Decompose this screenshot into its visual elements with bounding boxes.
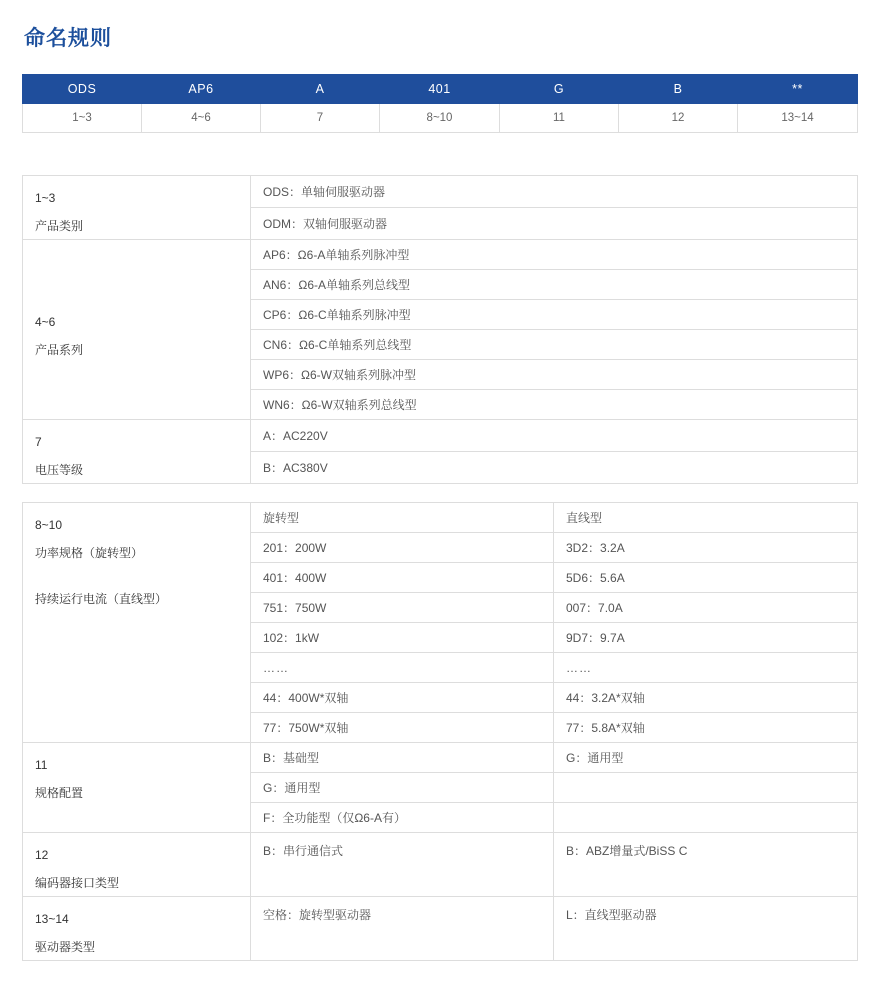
- spec-value-cell: 77：750W*双轴: [251, 713, 554, 743]
- code-position-cell: 8~10: [380, 104, 500, 133]
- spec-label-cell: [23, 176, 251, 240]
- code-header-cell: ODS: [23, 75, 142, 104]
- spec-value-cell: B：基础型: [251, 743, 554, 773]
- spec-value-cell: ODS：单轴伺服驱动器: [251, 176, 858, 208]
- code-position-cell: 11: [500, 104, 619, 133]
- spec-value-cell: B：串行通信式: [251, 833, 554, 897]
- spec-value-cell: F：全功能型（仅Ω6-A有）: [251, 803, 554, 833]
- spec-value-cell: AN6：Ω6-A单轴系列总线型: [251, 270, 858, 300]
- spec-value-cell: [554, 803, 858, 833]
- spec-name: 产品系列: [35, 343, 84, 357]
- spec-code: 8~10: [35, 518, 63, 532]
- code-header-cell: G: [500, 75, 619, 104]
- spec-value-cell: ……: [251, 653, 554, 683]
- spec-table-upper: [22, 175, 858, 484]
- spacer: [35, 566, 238, 586]
- spec-label-cell: [23, 743, 251, 833]
- spec-value-cell: 5D6：5.6A: [554, 563, 858, 593]
- spec-value-cell: 44：3.2A*双轴: [554, 683, 858, 713]
- code-structure-table: [22, 74, 858, 133]
- table-row: [23, 897, 858, 961]
- spec-value-cell: B：AC380V: [251, 452, 858, 484]
- spec-label-cell: [23, 503, 251, 743]
- spec-name: 产品类别: [35, 219, 84, 233]
- page-title: 命名规则: [24, 27, 112, 50]
- spec-code: 1~3: [35, 191, 56, 205]
- spec-name-secondary: 持续运行电流（直线型）: [35, 592, 168, 606]
- spec-value-cell: 201：200W: [251, 533, 554, 563]
- code-header-cell: **: [738, 75, 858, 104]
- spec-label-cell: [23, 420, 251, 484]
- code-header-cell: A: [261, 75, 380, 104]
- spec-value-cell: 直线型: [554, 503, 858, 533]
- spec-value-cell: L：直线型驱动器: [554, 897, 858, 961]
- spec-value-cell: A：AC220V: [251, 420, 858, 452]
- code-header-cell: B: [619, 75, 738, 104]
- spec-code: 12: [35, 848, 49, 862]
- spec-label-cell: [23, 240, 251, 420]
- spec-value-cell: [554, 773, 858, 803]
- spec-value-cell: 401：400W: [251, 563, 554, 593]
- spec-code: 11: [35, 758, 48, 772]
- table-row: [23, 240, 858, 270]
- spec-value-cell: CN6：Ω6-C单轴系列总线型: [251, 330, 858, 360]
- spec-name: 驱动器类型: [35, 940, 96, 954]
- code-header-cell: 401: [380, 75, 500, 104]
- spec-code: 4~6: [35, 315, 56, 329]
- spec-value-cell: ……: [554, 653, 858, 683]
- spec-value-cell: WN6：Ω6-W双轴系列总线型: [251, 390, 858, 420]
- spec-name: 规格配置: [35, 786, 84, 800]
- spec-value-cell: 007：7.0A: [554, 593, 858, 623]
- spec-value-cell: G：通用型: [251, 773, 554, 803]
- table-row: [23, 420, 858, 452]
- code-position-cell: 13~14: [738, 104, 858, 133]
- code-position-cell: 1~3: [23, 104, 142, 133]
- code-position-cell: 7: [261, 104, 380, 133]
- spec-value-cell: 751：750W: [251, 593, 554, 623]
- spec-value-cell: ODM：双轴伺服驱动器: [251, 208, 858, 240]
- table-row: [23, 743, 858, 773]
- spec-code: 13~14: [35, 912, 69, 926]
- code-header-cell: AP6: [142, 75, 261, 104]
- table-row: [23, 176, 858, 208]
- spec-value-cell: 44：400W*双轴: [251, 683, 554, 713]
- code-position-cell: 12: [619, 104, 738, 133]
- spec-value-cell: 9D7：9.7A: [554, 623, 858, 653]
- spec-value-cell: WP6：Ω6-W双轴系列脉冲型: [251, 360, 858, 390]
- spec-label-cell: [23, 897, 251, 961]
- spec-value-cell: 空格：旋转型驱动器: [251, 897, 554, 961]
- spec-value-cell: G：通用型: [554, 743, 858, 773]
- code-table-position-row: [23, 104, 858, 133]
- spec-value-cell: 102：1kW: [251, 623, 554, 653]
- table-row: [23, 833, 858, 897]
- code-position-cell: 4~6: [142, 104, 261, 133]
- spec-name: 编码器接口类型: [35, 876, 120, 890]
- spec-name: 电压等级: [35, 463, 84, 477]
- spec-table-lower: [22, 502, 858, 961]
- code-table-header-row: [23, 75, 858, 104]
- spec-value-cell: AP6：Ω6-A单轴系列脉冲型: [251, 240, 858, 270]
- spec-value-cell: 77：5.8A*双轴: [554, 713, 858, 743]
- spec-value-cell: 旋转型: [251, 503, 554, 533]
- spec-value-cell: CP6：Ω6-C单轴系列脉冲型: [251, 300, 858, 330]
- spec-code: 7: [35, 435, 42, 449]
- spec-value-cell: 3D2：3.2A: [554, 533, 858, 563]
- spec-name: 功率规格（旋转型）: [35, 546, 144, 560]
- spec-label-cell: [23, 833, 251, 897]
- table-row: [23, 503, 858, 533]
- spec-value-cell: B：ABZ增量式/BiSS C: [554, 833, 858, 897]
